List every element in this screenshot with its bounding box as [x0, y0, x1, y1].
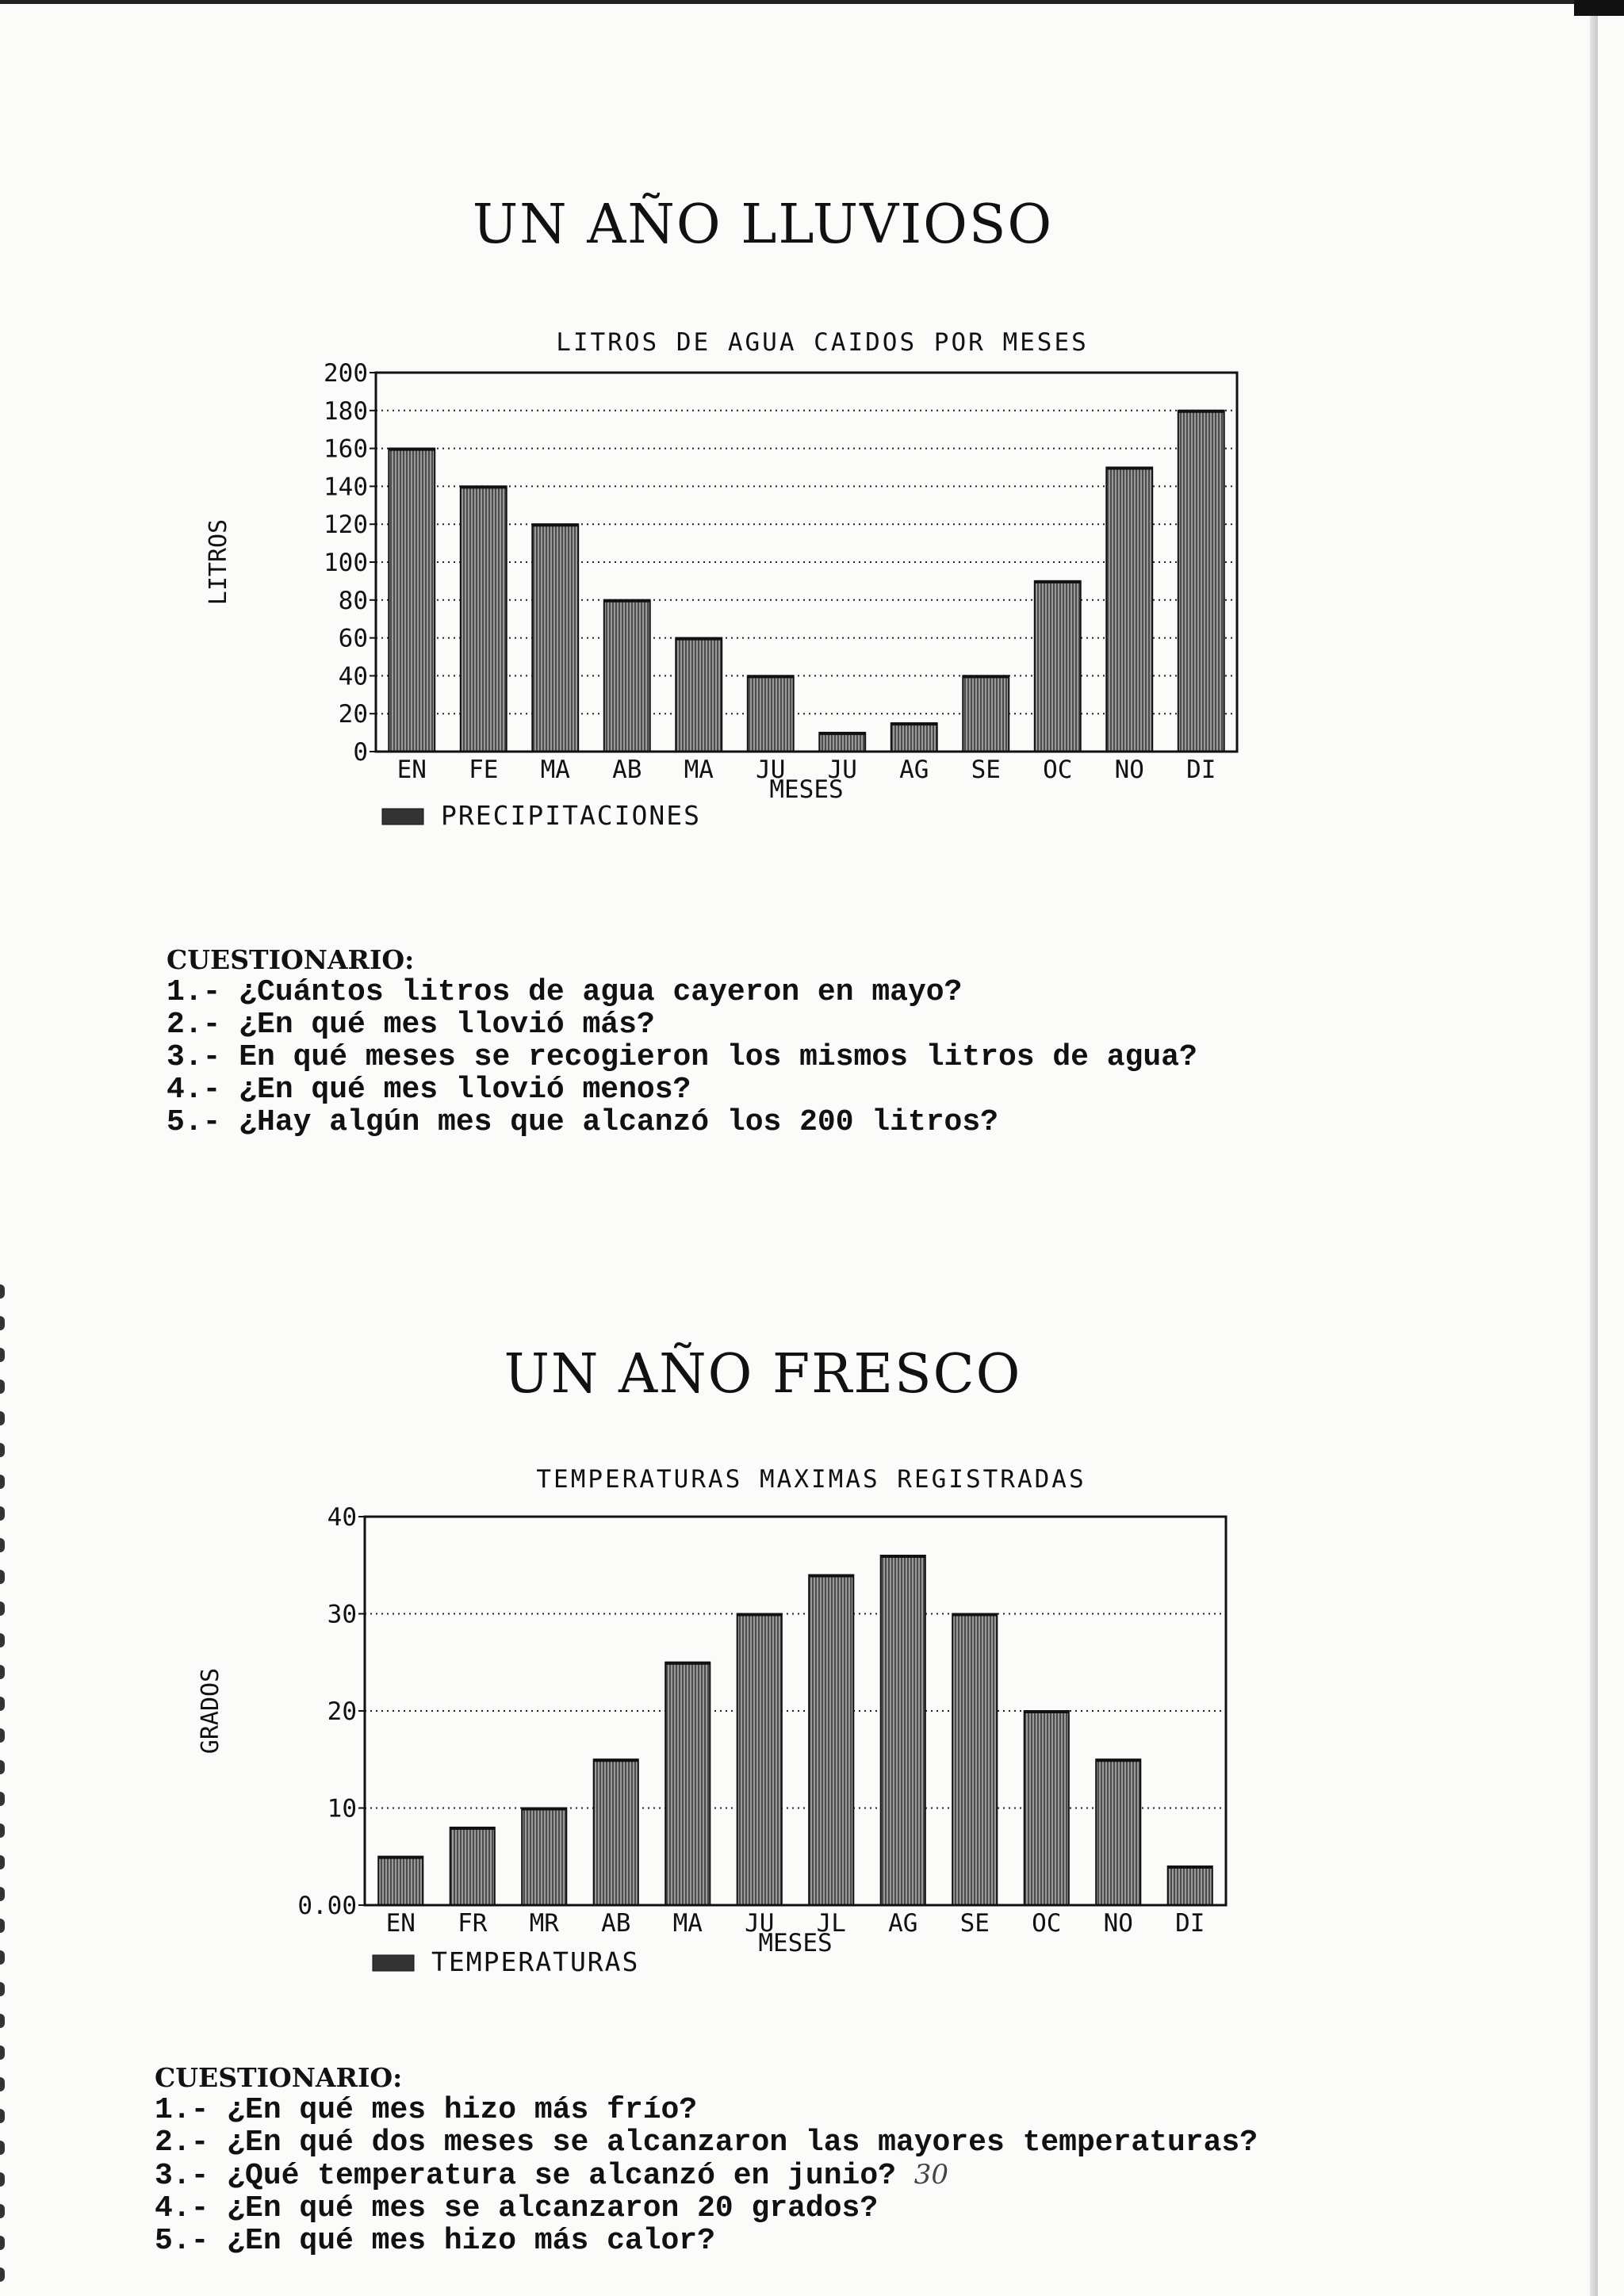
- x-tick-label: DI: [1186, 756, 1216, 784]
- bar: [748, 675, 794, 752]
- y-tick-label: 180: [324, 396, 368, 426]
- quiz-title: CUESTIONARIO:: [155, 2062, 403, 2093]
- bar: [522, 1808, 566, 1906]
- legend-swatch: [373, 1955, 414, 1971]
- bar: [450, 1827, 495, 1905]
- y-tick-label: 120: [324, 511, 368, 540]
- x-tick-label: MA: [684, 756, 714, 784]
- bar: [819, 733, 865, 752]
- y-axis-label: GRADOS: [197, 1667, 224, 1755]
- quiz-rain: [167, 943, 1197, 1138]
- binding-ring: [0, 2204, 5, 2218]
- y-tick-label: 80: [338, 586, 368, 615]
- bar: [1106, 468, 1152, 752]
- x-tick-label: EN: [385, 1909, 416, 1938]
- x-tick-label: AB: [601, 1909, 631, 1938]
- x-tick-label: AG: [899, 756, 929, 784]
- legend-label: PRECIPITACIONES: [441, 800, 702, 831]
- quiz-question: 2.- ¿En qué dos meses se alcanzaron las mayores temperaturas?: [155, 2126, 1258, 2160]
- x-tick-label: JU: [827, 756, 857, 784]
- quiz-question: 3.- En qué meses se recogieron los mismos litros de agua?: [167, 1040, 1197, 1074]
- bar: [1025, 1711, 1069, 1905]
- quiz-question: 2.- ¿En qué mes llovió más?: [167, 1008, 655, 1042]
- bar: [1035, 581, 1081, 752]
- x-tick-label: DI: [1175, 1909, 1205, 1938]
- binding-ring: [0, 2172, 5, 2187]
- y-tick-label: 60: [338, 624, 368, 653]
- bar: [1168, 1866, 1212, 1905]
- y-tick-label: 40: [327, 1503, 357, 1532]
- x-tick-label: OC: [1032, 1909, 1062, 1938]
- x-tick-label: AG: [888, 1909, 918, 1938]
- x-tick-label: JU: [756, 756, 786, 784]
- y-tick-label: 160: [324, 434, 368, 464]
- section-heading-rain: UN AÑO LLUVIOSO: [472, 193, 1054, 256]
- x-tick-label: OC: [1043, 756, 1073, 784]
- x-tick-label: EN: [396, 756, 427, 784]
- x-tick-label: NO: [1114, 756, 1144, 784]
- binding-ring: [0, 2236, 5, 2250]
- y-tick-label: 100: [324, 549, 368, 577]
- chart-title: LITROS DE AGUA CAIDOS POR MESES: [556, 328, 1089, 357]
- y-tick-label: 20: [327, 1697, 357, 1726]
- y-tick-label: 40: [338, 662, 368, 691]
- top-border: [0, 0, 1578, 4]
- quiz-temperature: [155, 2061, 1258, 2257]
- x-tick-label: SE: [959, 1909, 990, 1938]
- binding-ring: [0, 1284, 5, 1299]
- bar: [881, 1556, 925, 1905]
- x-tick-label: JL: [816, 1909, 846, 1938]
- bar: [594, 1759, 638, 1905]
- y-tick-label: 30: [327, 1600, 357, 1629]
- bar: [389, 449, 435, 752]
- rainfall-chart: [0, 317, 1624, 840]
- y-tick-label: 0: [353, 738, 368, 767]
- binding-ring: [0, 1411, 5, 1425]
- temperature-chart: [0, 1451, 1624, 1982]
- y-tick-label: 140: [324, 473, 368, 502]
- x-tick-label: JU: [745, 1909, 775, 1938]
- binding-ring: [0, 2014, 5, 2028]
- handwritten-answer: 30: [914, 2159, 949, 2191]
- section-heading-temperature: UN AÑO FRESCO: [504, 1343, 1022, 1406]
- x-tick-label: AB: [612, 756, 642, 784]
- quiz-question: 1.- ¿En qué mes hizo más frío?: [155, 2093, 698, 2127]
- legend-label: TEMPERATURAS: [431, 1946, 640, 1977]
- quiz-question: 3.- ¿Qué temperatura se alcanzó en junio?: [155, 2159, 896, 2193]
- bar: [891, 723, 937, 752]
- binding-ring: [0, 2109, 5, 2123]
- x-tick-label: MR: [529, 1909, 559, 1938]
- chart-title: TEMPERATURAS MAXIMAS REGISTRADAS: [536, 1465, 1086, 1494]
- y-tick-label: 10: [327, 1794, 357, 1823]
- binding-ring: [0, 1316, 5, 1330]
- bar: [952, 1614, 997, 1906]
- quiz-question: 4.- ¿En qué mes se alcanzaron 20 grados?: [155, 2191, 879, 2225]
- binding-ring: [0, 2077, 5, 2091]
- quiz-question: 5.- ¿En qué mes hizo más calor?: [155, 2224, 715, 2258]
- y-tick-label: 0.00: [297, 1892, 357, 1920]
- quiz-question: 4.- ¿En qué mes llovió menos?: [167, 1073, 691, 1107]
- x-tick-label: NO: [1103, 1909, 1133, 1938]
- corner-mark: [1574, 0, 1624, 16]
- bar: [676, 638, 722, 752]
- y-tick-label: 200: [324, 359, 368, 388]
- x-tick-label: MA: [672, 1909, 703, 1938]
- bar: [737, 1614, 782, 1906]
- bar: [1096, 1759, 1140, 1905]
- legend-swatch: [382, 809, 423, 825]
- binding-ring: [0, 2141, 5, 2155]
- y-tick-label: 20: [338, 700, 368, 729]
- x-axis-label: MESES: [758, 1929, 833, 1957]
- bar: [378, 1857, 423, 1905]
- bar: [809, 1575, 853, 1906]
- binding-ring: [0, 2267, 5, 2282]
- quiz-question: 5.- ¿Hay algún mes que alcanzó los 200 litros?: [167, 1105, 998, 1139]
- x-tick-label: FE: [469, 756, 499, 784]
- bar: [1178, 411, 1224, 752]
- x-tick-label: SE: [971, 756, 1001, 784]
- quiz-question: 1.- ¿Cuántos litros de agua cayeron en mayo?: [167, 975, 963, 1009]
- x-tick-label: FR: [458, 1909, 488, 1938]
- bar: [461, 486, 507, 752]
- x-axis-label: MESES: [769, 775, 844, 804]
- x-tick-label: MA: [540, 756, 570, 784]
- bar: [665, 1663, 710, 1905]
- binding-ring: [0, 2045, 5, 2060]
- binding-ring: [0, 1982, 5, 1996]
- bar: [604, 600, 650, 752]
- y-axis-label: LITROS: [205, 519, 232, 606]
- quiz-title: CUESTIONARIO:: [167, 944, 415, 975]
- bar: [963, 675, 1009, 752]
- bar: [532, 524, 578, 752]
